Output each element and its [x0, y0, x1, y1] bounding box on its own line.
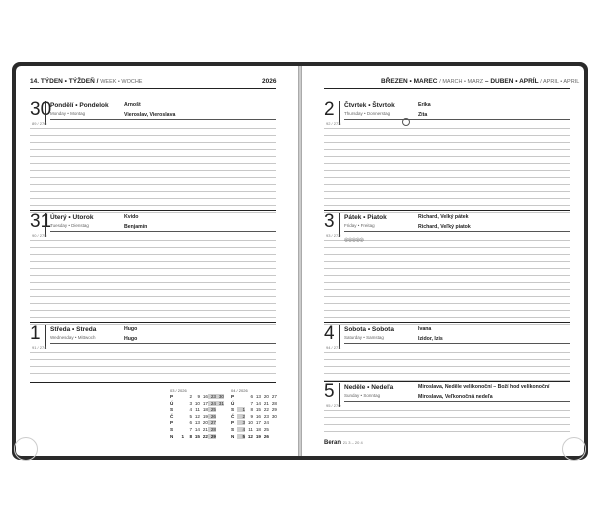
weekday-label: P [170, 394, 174, 399]
date-cell: 23 [263, 413, 269, 419]
date-cell: 8 [189, 433, 192, 439]
day-rule [50, 343, 276, 344]
writing-line [324, 282, 570, 283]
week-sub: WEEK • WOCHE [100, 79, 143, 85]
day-sub: Wednesday • Mittwoch [50, 335, 96, 340]
header-rule-right [324, 88, 570, 89]
day-rule [344, 343, 570, 344]
writing-line [30, 212, 276, 213]
day-index: 92 / 273 [326, 121, 341, 126]
date-cell: 17 [202, 400, 208, 406]
weekday-label: Ú [170, 400, 174, 406]
date-cell: 29 [208, 434, 216, 439]
nameday-cz: Ivana [418, 326, 432, 332]
writing-line [324, 163, 570, 164]
weekday-label: Ú [231, 400, 235, 406]
writing-line [30, 156, 276, 157]
date-cell: 30 [271, 413, 277, 419]
corner-ring-right [562, 437, 586, 461]
writing-line [324, 268, 570, 269]
brand-code: 21 3 – 20 4 [342, 440, 363, 445]
writing-line [30, 128, 276, 129]
writing-line [324, 289, 570, 290]
mini-calendar-row [170, 414, 224, 420]
writing-line [324, 410, 570, 411]
holiday-chain-icon: ◎◎◎◎◎ [344, 237, 364, 243]
mini-calendar-row [170, 407, 224, 413]
day-name: Pátek • Piatok [344, 214, 387, 221]
date-cell: 19 [255, 433, 261, 439]
writing-line [30, 163, 276, 164]
writing-line [30, 282, 276, 283]
mini-calendar-row [170, 420, 224, 426]
month1-label: BŘEZEN • MAREC [381, 78, 438, 85]
date-cell: 28 [208, 427, 216, 432]
mini-calendar-title: 03 / 2026 [170, 388, 187, 393]
day-rule [50, 119, 276, 120]
day-name: Úterý • Utorok [50, 214, 94, 221]
writing-line [30, 366, 276, 367]
date-cell: 22 [202, 433, 208, 439]
date-cell: 22 [263, 407, 269, 413]
writing-line [324, 366, 570, 367]
day-rule [344, 119, 570, 120]
nameday-cz: Kvido [124, 214, 139, 220]
writing-line [30, 247, 276, 248]
date-cell: 18 [255, 427, 261, 432]
day-name: Neděle • Nedeľa [344, 384, 394, 391]
day-sub: Monday • Montag [50, 111, 86, 116]
month1-sub: / MARCH • MARZ [439, 79, 484, 85]
writing-line [30, 275, 276, 276]
day-index: 93 / 272 [326, 233, 341, 238]
day-number: 5 [324, 381, 335, 402]
writing-line [324, 205, 570, 206]
mini-calendar-row [170, 427, 224, 433]
weekday-label: Č [231, 413, 235, 419]
date-cell: 7 [250, 400, 253, 406]
mini-calendar-row [170, 394, 224, 400]
weekday-label: S [231, 407, 235, 413]
date-cell: 3 [237, 420, 245, 425]
writing-line [324, 324, 570, 325]
day-number: 3 [324, 211, 335, 232]
date-cell: 9 [197, 394, 200, 399]
week-header [30, 78, 142, 85]
date-cell: 7 [189, 427, 192, 432]
writing-line [324, 424, 570, 425]
writing-line [324, 156, 570, 157]
brand-mark [324, 440, 363, 446]
day-index: 89 / 276 [32, 121, 47, 126]
mini-calendar-row [231, 420, 277, 426]
writing-line [30, 184, 276, 185]
day-index: 94 / 271 [326, 345, 341, 350]
nameday-cz: Arnošt [124, 102, 141, 108]
writing-line [30, 170, 276, 171]
weekday-label: P [170, 420, 174, 426]
day-divider [30, 382, 276, 383]
mini-calendar-row [231, 394, 277, 400]
writing-line [324, 128, 570, 129]
date-cell: 20 [202, 420, 208, 426]
writing-line [30, 268, 276, 269]
day-index: 91 / 274 [32, 345, 47, 350]
day-divider [324, 381, 570, 382]
nameday-sk: Richard, Veľký piatok [418, 224, 471, 230]
writing-line [324, 149, 570, 150]
date-cell: 26 [263, 433, 269, 439]
mini-calendar-row [170, 401, 224, 407]
header-rule [30, 88, 276, 89]
date-cell: 24 [208, 401, 216, 406]
day-number: 4 [324, 323, 335, 344]
mini-calendar-row [231, 401, 277, 407]
day-rule [344, 401, 570, 402]
writing-line [324, 373, 570, 374]
day-index: 90 / 275 [32, 233, 47, 238]
mini-calendar-row [231, 414, 277, 420]
day-name: Středa • Streda [50, 326, 97, 333]
day-sub: Tuesday • Dienstag [50, 223, 89, 228]
date-cell: 10 [194, 400, 200, 406]
month2-sub: / APRIL • APRIL [540, 79, 580, 85]
writing-line [30, 149, 276, 150]
date-cell: 8 [250, 407, 253, 413]
writing-line [30, 142, 276, 143]
writing-line [324, 135, 570, 136]
nameday-sk: Izidor, Izis [418, 336, 443, 342]
date-cell: 14 [255, 400, 261, 406]
writing-line [30, 198, 276, 199]
day-divider [324, 322, 570, 323]
date-cell: 5 [189, 413, 192, 419]
date-cell: 30 [216, 394, 224, 399]
writing-line [324, 212, 570, 213]
mini-calendar-title: 04 / 2026 [231, 388, 248, 393]
writing-line [30, 373, 276, 374]
date-cell: 4 [237, 427, 245, 432]
day-sub: Saturday • Samstag [344, 335, 384, 340]
date-cell: 16 [202, 394, 208, 399]
nameday-sk: Benjamín [124, 224, 148, 230]
writing-line [324, 191, 570, 192]
day-number: 1 [30, 323, 41, 344]
writing-line [30, 324, 276, 325]
writing-line [30, 261, 276, 262]
date-cell: 24 [263, 420, 269, 426]
day-sub: Sunday • Sonntag [344, 393, 381, 398]
date-cell: 1 [237, 407, 245, 412]
writing-line [30, 289, 276, 290]
writing-line [324, 261, 570, 262]
writing-line [30, 135, 276, 136]
writing-line [30, 352, 276, 353]
brand-name: Beran [324, 440, 342, 446]
mini-calendar-row [170, 434, 224, 440]
nameday-sk: Miroslava, Veľkonočná nedeľa [418, 394, 493, 400]
writing-line [30, 317, 276, 318]
writing-line [324, 417, 570, 418]
date-cell: 19 [202, 413, 208, 419]
writing-line [324, 198, 570, 199]
writing-line [324, 317, 570, 318]
nameday-sk: Vieroslav, Vieroslava [124, 112, 176, 118]
nameday-sk: Zita [418, 112, 428, 118]
writing-line [30, 296, 276, 297]
date-cell: 2 [237, 414, 245, 419]
date-cell: 13 [194, 420, 200, 426]
date-cell: 2 [189, 394, 192, 399]
month-header [381, 78, 579, 85]
date-cell: 29 [271, 407, 277, 413]
writing-line [324, 142, 570, 143]
writing-line [30, 254, 276, 255]
writing-line [30, 359, 276, 360]
date-cell: 15 [255, 407, 261, 413]
nameday-cz: Richard, Velký pátek [418, 214, 469, 220]
date-cell: 4 [189, 407, 192, 413]
date-cell: 31 [216, 401, 224, 406]
day-name: Sobota • Sobota [344, 326, 394, 333]
date-cell: 3 [189, 400, 192, 406]
date-cell: 11 [195, 407, 200, 413]
date-cell: 21 [202, 427, 208, 432]
writing-line [324, 254, 570, 255]
writing-line [324, 310, 570, 311]
day-number: 30 [30, 99, 52, 120]
day-name: Pondělí • Pondelok [50, 102, 109, 109]
writing-line [324, 170, 570, 171]
writing-line [30, 191, 276, 192]
day-divider [30, 322, 276, 323]
weekday-label: S [170, 407, 174, 413]
mini-calendar-row [231, 434, 277, 440]
date-cell: 16 [255, 413, 261, 419]
weekday-label: N [170, 433, 174, 439]
year-label: 2026 [262, 78, 277, 85]
date-cell: 18 [202, 407, 208, 413]
date-cell: 23 [208, 394, 216, 399]
writing-line [324, 352, 570, 353]
writing-line [324, 177, 570, 178]
day-divider [324, 210, 570, 211]
writing-line [324, 359, 570, 360]
date-cell: 11 [248, 427, 253, 432]
left-page [16, 66, 298, 456]
day-index: 95 / 270 [326, 403, 341, 408]
writing-line [324, 296, 570, 297]
writing-line [30, 205, 276, 206]
date-cell: 21 [263, 400, 269, 406]
mini-calendar-row [231, 427, 277, 433]
date-cell: 1 [181, 433, 184, 439]
corner-ring-left [14, 437, 38, 461]
writing-line [30, 240, 276, 241]
date-cell: 15 [194, 433, 200, 439]
weekday-label: S [231, 427, 235, 432]
week-sep: / [96, 78, 99, 85]
date-cell: 13 [255, 394, 261, 399]
date-cell: 14 [194, 427, 200, 432]
writing-line [324, 184, 570, 185]
moon-phase-icon [402, 118, 410, 126]
writing-line [324, 431, 570, 432]
nameday-cz: Miroslava, Neděle velikonoční – Boží hod velikonoční [418, 384, 550, 390]
month-dash: – [484, 78, 489, 85]
nameday-sk: Hugo [124, 336, 138, 342]
day-number: 2 [324, 99, 335, 120]
weekday-label: Č [170, 413, 174, 419]
writing-line [30, 177, 276, 178]
date-cell: 25 [208, 407, 216, 412]
date-cell: 20 [263, 394, 269, 399]
weekday-label: P [231, 394, 235, 399]
writing-line [324, 247, 570, 248]
date-cell: 27 [271, 394, 277, 399]
day-rule [344, 231, 570, 232]
weekday-label: S [170, 427, 174, 432]
date-cell: 28 [271, 400, 277, 406]
writing-line [30, 303, 276, 304]
weekday-label: N [231, 433, 235, 439]
writing-line [324, 303, 570, 304]
day-rule [50, 231, 276, 232]
date-cell: 6 [250, 394, 253, 399]
date-cell: 26 [208, 414, 216, 419]
date-cell: 10 [247, 420, 253, 426]
day-name: Čtvrtek • Štvrtok [344, 102, 395, 109]
day-sub: Thursday • Donnerstag [344, 111, 391, 116]
nameday-cz: Hugo [124, 326, 138, 332]
date-cell: 25 [263, 427, 269, 432]
day-divider [30, 210, 276, 211]
date-cell: 12 [247, 433, 253, 439]
date-cell: 27 [208, 420, 216, 425]
day-number: 31 [30, 211, 52, 232]
date-cell: 6 [189, 420, 192, 426]
right-page [302, 66, 584, 456]
date-cell: 12 [194, 413, 200, 419]
date-cell: 9 [250, 413, 253, 419]
writing-line [324, 275, 570, 276]
week-label: 14. TÝDEN • TÝŽDEŇ [30, 78, 95, 85]
month2-label: DUBEN • APRÍL [490, 78, 539, 85]
mini-calendar-row [231, 407, 277, 413]
writing-line [30, 310, 276, 311]
nameday-cz: Erika [418, 102, 431, 108]
day-sub: Friday • Freitag [344, 223, 375, 228]
date-cell: 5 [237, 434, 245, 439]
weekday-label: P [231, 420, 235, 426]
date-cell: 17 [255, 420, 261, 426]
